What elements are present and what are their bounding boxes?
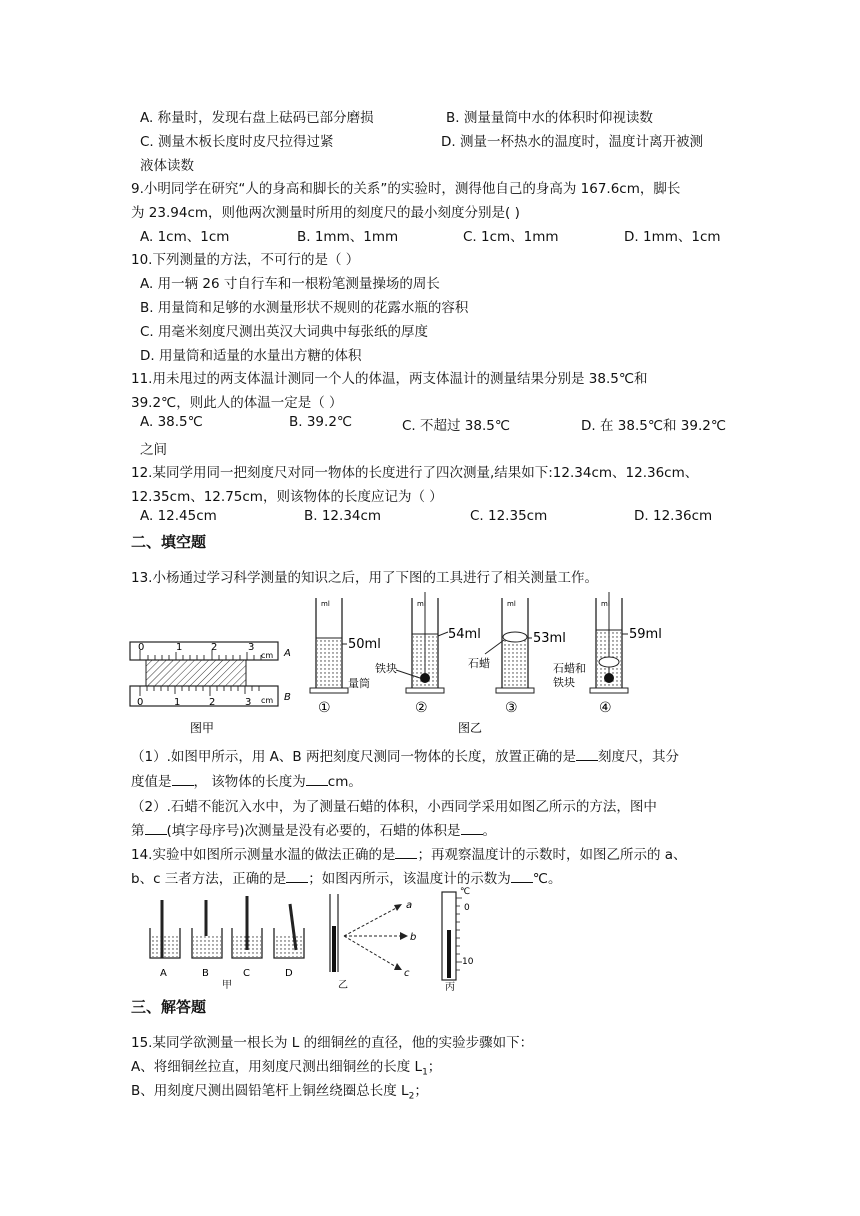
ruler-a (130, 642, 278, 660)
q15-step-a-end: ； (427, 1059, 442, 1075)
cylinder-1-label: 量筒 (348, 677, 370, 690)
q13-p1-text-e: cm。 (327, 774, 362, 790)
section-fill-in-title: 二、填空题 (131, 533, 207, 551)
q12-stem-line1: 12.某同学用同一把刻度尺对同一物体的长度进行了四次测量,结果如下:12.34cm、12.36cm、 (131, 465, 699, 481)
cylinder-1 (310, 598, 348, 693)
ruler-b-tick-2: 2 (209, 697, 216, 708)
q10-option-d: D. 用量筒和适量的水量出方糖的体积 (140, 348, 362, 364)
q9-option-c: C. 1cm、1mm (463, 229, 559, 245)
cylinder-3-reading: 53ml (533, 631, 566, 646)
caption-bing: 丙 (445, 982, 455, 992)
view-label-a: a (406, 900, 413, 911)
q12-stem-line2: 12.35cm、12.75cm，则该物体的长度应记为（ ） (131, 489, 443, 505)
q11-stem-line2: 39.2℃，则此人的体温一定是（ ） (131, 395, 343, 411)
q11-option-d-cont: 之间 (140, 442, 167, 458)
cylinder-4-number: ④ (599, 700, 612, 716)
ruler-a-unit: cm (261, 651, 274, 660)
q14-text-a: 14.实验中如图所示测量水温的做法正确的是 (131, 847, 396, 863)
q13-part1-line1 (131, 745, 679, 765)
cylinder-4-ml: ml (601, 600, 610, 608)
q12-option-c: C. 12.35cm (470, 508, 548, 524)
cylinder-2-reading: 54ml (448, 627, 481, 642)
view-label-b: b (410, 932, 417, 943)
q13-blank-correct-ruler[interactable] (576, 746, 598, 761)
caption-fig-yi: 图乙 (458, 721, 483, 735)
q13-p1-text-c: 度值是 (131, 774, 172, 790)
q13-stem: 13.小杨通过学习科学测量的知识之后，用了下图的工具进行了相关测量工作。 (131, 570, 598, 586)
q13-figure (128, 592, 708, 740)
q13-p1-text-a: （1）.如图甲所示，用 A、B 两把刻度尺测同一物体的长度，放置正确的是 (131, 749, 576, 765)
q15-step-a (131, 1055, 441, 1078)
q13-p2-text-b: 第 (131, 823, 145, 839)
q11-option-a: A. 38.5℃ (140, 414, 203, 430)
beaker-label-d: D (285, 968, 293, 979)
q13-p1-text-d: ， 该物体的长度为 (193, 774, 306, 790)
view-label-c: c (404, 968, 410, 979)
q10-option-c: C. 用毫米刻度尺测出英汉大词典中每张纸的厚度 (140, 324, 429, 340)
ruler-b-unit: cm (261, 696, 274, 705)
ruler-b-label: B (284, 692, 291, 703)
ruler-a-tick-0: 0 (138, 642, 145, 653)
measured-block (146, 660, 246, 686)
q14-blank-reading[interactable] (286, 868, 308, 883)
cylinder-4-label-2: 铁块 (553, 676, 575, 689)
q11-option-d: D. 在 38.5℃和 39.2℃ (581, 418, 726, 434)
caption-yi: 乙 (338, 980, 348, 991)
cylinder-2-number: ② (415, 700, 428, 716)
cylinder-4 (590, 592, 628, 693)
q13-p2-text-c: (填字母序号)次测量是没有必要的，石蜡的体积是 (166, 823, 461, 839)
beaker-label-a: A (160, 968, 167, 979)
q9-option-b: B. 1mm、1mm (297, 229, 399, 245)
q15-step-a-sub: 1 (422, 1067, 428, 1078)
q13-blank-division[interactable] (172, 771, 194, 786)
ruler-b-tick-3: 3 (245, 697, 252, 708)
cylinder-4-reading: 59ml (629, 627, 662, 642)
q12-option-a: A. 12.45cm (140, 508, 217, 524)
section-answer-title: 三、解答题 (131, 998, 207, 1016)
q15-step-b-end: ； (414, 1083, 428, 1099)
ruler-b-tick-0: 0 (137, 697, 144, 708)
q12-option-b: B. 12.34cm (304, 508, 382, 524)
q8-option-c: C. 测量木板长度时皮尺拉得过紧 (140, 134, 334, 150)
q14-text-e: ℃。 (532, 871, 562, 887)
q12-option-d: D. 12.36cm (634, 508, 713, 524)
ruler-a-tick-3: 3 (248, 642, 255, 653)
scale-tick-10: 10 (462, 957, 474, 967)
cylinder-3-label: 石蜡 (468, 657, 490, 670)
scale-unit: ℃ (460, 887, 471, 897)
q14-text-d: ；如图丙所示，该温度计的示数为 (308, 871, 511, 887)
q15-step-b-sub: 2 (408, 1091, 415, 1102)
q10-option-a: A. 用一辆 26 寸自行车和一根粉笔测量操场的周长 (140, 276, 440, 292)
caption-fig-jia: 图甲 (190, 721, 215, 735)
ruler-b (130, 686, 278, 708)
q8-option-a: A. 称量时，发现右盘上砝码已部分磨损 (140, 110, 374, 126)
ruler-a-tick-2: 2 (211, 642, 218, 653)
q14-text-b: ；再观察温度计的示数时，如图乙所示的 a、 (417, 847, 687, 863)
q14-line1 (131, 843, 687, 863)
q9-stem-line1: 9.小明同学在研究“人的身高和脚长的关系”的实验时，测得他自己的身高为 167.6cm，脚长 (131, 181, 681, 197)
ruler-b-tick-1: 1 (174, 697, 181, 708)
cylinder-1-number: ① (318, 700, 331, 716)
q9-option-a: A. 1cm、1cm (140, 229, 230, 245)
cylinder-1-reading: 50ml (348, 637, 381, 652)
q11-stem-line1: 11.用未甩过的两支体温计测同一个人的体温，两支体温计的测量结果分别是 38.5℃和 (131, 371, 648, 387)
beaker-d (274, 904, 304, 958)
q13-blank-length[interactable] (306, 771, 328, 786)
q13-part1-line2 (131, 770, 362, 790)
beaker-label-b: B (202, 968, 209, 979)
ruler-a-label: A (284, 648, 291, 659)
ruler-a-tick-1: 1 (176, 642, 183, 653)
q8-option-b: B. 测量量筒中水的体积时仰视读数 (446, 110, 653, 126)
q14-blank-temperature[interactable] (511, 868, 533, 883)
thermometer-scale (442, 892, 462, 980)
q15-step-b-text: B、用刻度尺测出圆铅笔杆上铜丝绕圈总长度 L (131, 1083, 409, 1099)
thermometer-view (330, 894, 408, 972)
q13-p1-text-b: 刻度尺，其分 (597, 749, 679, 765)
q15-step-b (131, 1079, 428, 1102)
q13-part2-line1: （2）.石蜡不能沉入水中，为了测量石蜡的体积，小西同学采用如图乙所示的方法，图中 (131, 799, 657, 815)
beaker-b (192, 900, 222, 958)
cylinder-2-ml: ml (417, 600, 426, 608)
q15-stem: 15.某同学欲测量一根长为 L 的细铜丝的直径，他的实验步骤如下： (131, 1035, 534, 1051)
beaker-a (150, 900, 180, 958)
cylinder-3-number: ③ (505, 700, 518, 716)
beaker-label-c: C (243, 968, 250, 979)
q9-stem-line2: 为 23.94cm，则他两次测量时所用的刻度尺的最小刻度分别是( ) (131, 205, 520, 221)
q13-blank-step[interactable] (145, 820, 167, 835)
q13-p2-text-d: 。 (482, 823, 497, 839)
q13-blank-volume[interactable] (461, 820, 483, 835)
cylinder-2 (406, 592, 444, 693)
cylinder-4-label-1: 石蜡和 (553, 662, 586, 675)
q10-option-b: B. 用量筒和足够的水测量形状不规则的花露水瓶的容积 (140, 300, 469, 316)
cylinder-3 (496, 598, 534, 693)
q14-blank-method[interactable] (395, 844, 417, 859)
q15-step-a-text: A、将细铜丝拉直，用刻度尺测出细铜丝的长度 L (131, 1059, 423, 1075)
q8-option-d: D. 测量一杯热水的温度时，温度计离开被测 (441, 134, 703, 150)
q11-option-b: B. 39.2℃ (289, 414, 353, 430)
q14-figure (140, 884, 500, 992)
cylinder-1-ml: ml (321, 600, 330, 608)
q11-option-c: C. 不超过 38.5℃ (402, 418, 511, 434)
q14-text-c: b、c 三者方法，正确的是 (131, 871, 287, 887)
q10-stem: 10.下列测量的方法，不可行的是（ ） (131, 252, 360, 268)
q8-option-d-cont: 液体读数 (140, 158, 194, 174)
cylinder-2-label: 铁块 (375, 662, 397, 675)
cylinder-3-ml: ml (507, 600, 516, 608)
caption-jia: 甲 (222, 980, 232, 991)
q9-option-d: D. 1mm、1cm (624, 229, 721, 245)
scale-tick-0: 0 (464, 903, 470, 913)
q13-part2-line2 (131, 819, 496, 839)
beaker-c (232, 896, 262, 958)
